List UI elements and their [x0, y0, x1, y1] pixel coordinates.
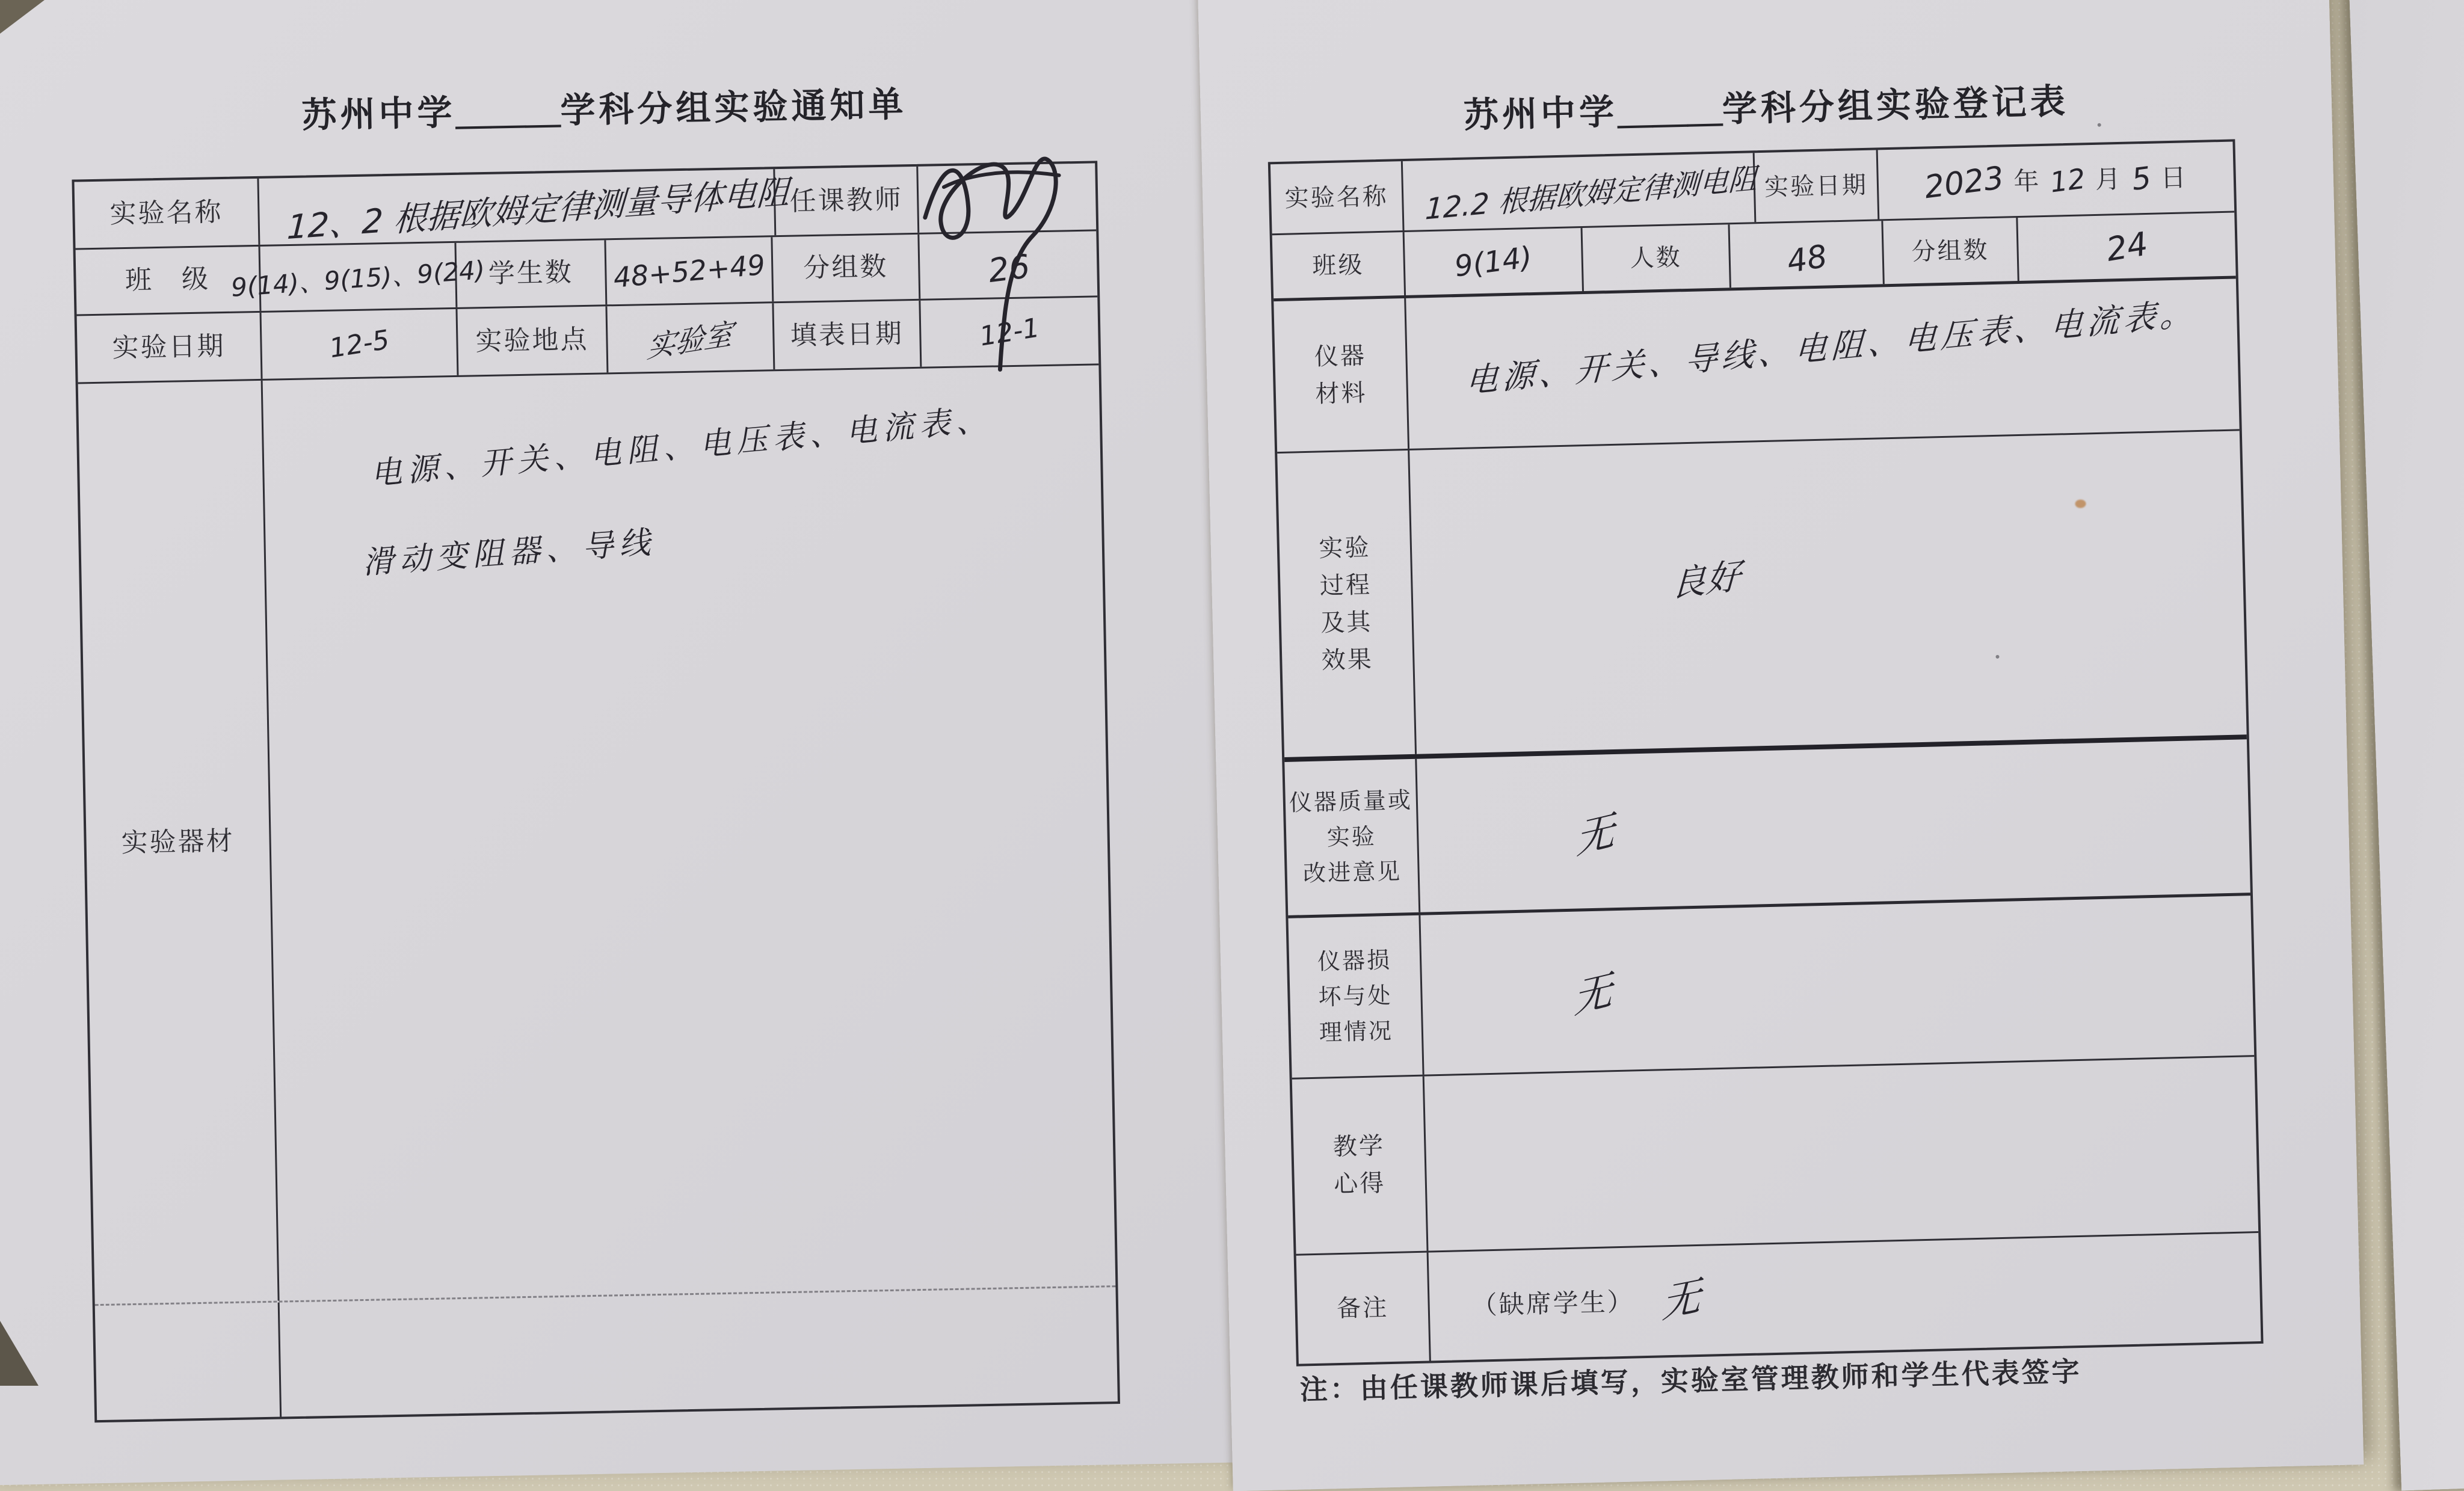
day-unit: 日: [2160, 162, 2188, 193]
remarks-content-cell: [1429, 1233, 2261, 1360]
quality-improvement-label: 仪器质量或 实验 改进意见: [1289, 787, 1413, 887]
left-r3-filldate-cell: [920, 297, 1098, 366]
remarks-label-cell: [1296, 1253, 1431, 1364]
class-label: 班 级: [125, 263, 211, 297]
materials-label: 仪器 材料: [1314, 342, 1367, 408]
equipment-label-cell: [78, 381, 280, 1304]
equipment-label: 实验器材: [121, 825, 235, 859]
date-year-handwritten: 2023: [1922, 159, 2006, 206]
left-title-blank-line: ＿＿＿: [455, 90, 561, 133]
left-r1-teacher-label-cell: [775, 167, 919, 235]
fill-date-handwritten: 12-1: [977, 312, 1042, 352]
experiment-name-label: 实验名称: [1284, 182, 1389, 213]
right-title-school: 苏州中学: [1463, 91, 1618, 136]
students-count-handwritten: 48+52+49: [612, 248, 766, 294]
materials-handwritten: 电源、开关、导线、电阻、电压表、电流表。: [1465, 294, 2198, 401]
experiment-place-handwritten: 实验室: [645, 316, 735, 365]
process-result-label: 实验 过程 及其 效果: [1318, 533, 1374, 674]
process-result-handwritten: 良好: [1670, 555, 1742, 606]
right-r2-count-cell: [1729, 221, 1884, 287]
experiment-date-handwritten: 12-5: [327, 324, 392, 364]
form-footnote: 注：由任课教师课后填写，实验室管理教师和学生代表签字: [1299, 1355, 2083, 1406]
class-handwritten: 9(14): [1452, 240, 1534, 284]
quality-label-cell: [1284, 759, 1420, 915]
left-r2-groups-cell: [919, 231, 1097, 298]
people-count-label: 人数: [1630, 243, 1683, 272]
right-r1-label-cell: [1270, 161, 1405, 233]
left-row-bottom-partial: [95, 1287, 1118, 1420]
experiment-name-handwritten: 12、2 根据欧姆定律测量导体电阻: [286, 172, 791, 247]
experiment-place-label: 实验地点: [475, 324, 589, 357]
equipment-content-cell: [263, 365, 1116, 1300]
left-r2-groups-label-cell: [772, 235, 920, 301]
left-r3-place-label-cell: [457, 306, 608, 375]
left-r2-students-label-cell: [456, 240, 607, 307]
materials-content-cell: [1406, 278, 2240, 448]
process-label-cell: [1277, 450, 1417, 757]
teaching-notes-label-cell: [1292, 1077, 1429, 1254]
right-row-teaching-notes: [1292, 1057, 2258, 1256]
groups-count-label: 分组数: [802, 251, 889, 284]
left-bottom-content-cell: [280, 1287, 1118, 1416]
right-r1-value-cell: [1403, 153, 1757, 230]
process-content-cell: [1409, 431, 2247, 754]
groups-count-handwritten: 24: [2103, 224, 2151, 269]
right-title-blank-line: ＿＿＿: [1617, 88, 1723, 132]
equipment-line-1-handwritten: 电源、开关、电阻、电压表、电流表、: [369, 401, 994, 493]
right-row-remarks: [1296, 1233, 2261, 1364]
groups-count-label: 分组数: [1911, 236, 1990, 266]
people-count-handwritten: 48: [1784, 238, 1830, 280]
right-r2-groups-cell: [2018, 212, 2235, 280]
experiment-name-label: 实验名称: [109, 196, 223, 230]
notification-table: [72, 161, 1120, 1422]
left-title-rest: 学科分组实验通知单: [559, 84, 907, 131]
registration-form-paper: [1197, 0, 2364, 1491]
left-form-title: [32, 71, 1176, 143]
experiment-date-label: 实验日期: [1764, 171, 1868, 201]
right-row-materials: [1274, 278, 2240, 453]
materials-label-cell: [1274, 298, 1409, 452]
left-r3-place-cell: [607, 303, 775, 372]
damage-none-handwritten: 无: [1572, 966, 1613, 1023]
quality-content-cell: [1417, 739, 2250, 912]
paper-speck: [2098, 123, 2101, 127]
damage-handling-label: 仪器损 坏与处 理情况: [1317, 947, 1394, 1046]
damage-label-cell: [1288, 915, 1424, 1078]
experiment-name-handwritten: 12.2 根据欧姆定律测电阻: [1424, 161, 1758, 227]
left-r3-label-cell: [77, 313, 263, 383]
right-title-rest: 学科分组实验登记表: [1722, 80, 2069, 130]
right-r1-date-label-cell: [1755, 150, 1880, 222]
year-unit: 年: [2013, 166, 2041, 197]
left-r1-value-cell: [259, 169, 791, 247]
groups-count-handwritten: 26: [986, 247, 1032, 291]
left-row-equipment: [78, 365, 1116, 1306]
month-unit: 月: [2095, 164, 2123, 194]
left-r1-label-cell: [74, 179, 260, 248]
quality-none-handwritten: 无: [1575, 807, 1615, 864]
teaching-notes-content-cell: [1424, 1057, 2258, 1250]
absent-students-prefix: （缺席学生）: [1471, 1287, 1635, 1321]
teaching-notes-label: 教学 心得: [1332, 1132, 1386, 1199]
equipment-line-2-handwritten: 滑动变阻器、导线: [361, 524, 657, 582]
right-form-title: [1236, 67, 2296, 143]
class-handwritten: 9(14)、9(15)、9(24): [230, 254, 486, 303]
right-row-process: [1277, 431, 2247, 762]
left-r3-filldate-label-cell: [774, 301, 922, 369]
registration-table: [1268, 139, 2264, 1366]
left-r2-class-cell: [230, 243, 486, 311]
right-r2-class-cell: [1405, 228, 1584, 295]
remarks-none-handwritten: 无: [1661, 1271, 1701, 1327]
date-day-handwritten: 5: [2130, 159, 2154, 197]
left-r2-students-cell: [606, 237, 774, 304]
right-r1-date-cell: [1878, 142, 2235, 220]
class-label: 班级: [1311, 251, 1364, 280]
background-paper-edge: [2349, 0, 2464, 1490]
damage-content-cell: [1420, 896, 2254, 1074]
teacher-signature-cell: [918, 163, 1096, 232]
right-row-quality: [1284, 739, 2250, 918]
teacher-label: 任课教师: [789, 184, 904, 217]
right-row-damage: [1288, 896, 2254, 1080]
left-bottom-label-cell: [95, 1303, 282, 1421]
students-count-label: 学生数: [488, 257, 574, 290]
remarks-label: 备注: [1336, 1294, 1389, 1323]
left-title-school: 苏州中学: [301, 91, 457, 136]
right-r2-groups-label-cell: [1883, 218, 2019, 284]
right-r2-label-cell: [1272, 232, 1406, 298]
left-r3-date-cell: [262, 309, 459, 379]
date-month-handwritten: 12: [2048, 161, 2088, 199]
experiment-date-label: 实验日期: [112, 330, 226, 364]
right-r2-count-label-cell: [1583, 224, 1731, 291]
fill-date-label: 填表日期: [790, 318, 904, 351]
